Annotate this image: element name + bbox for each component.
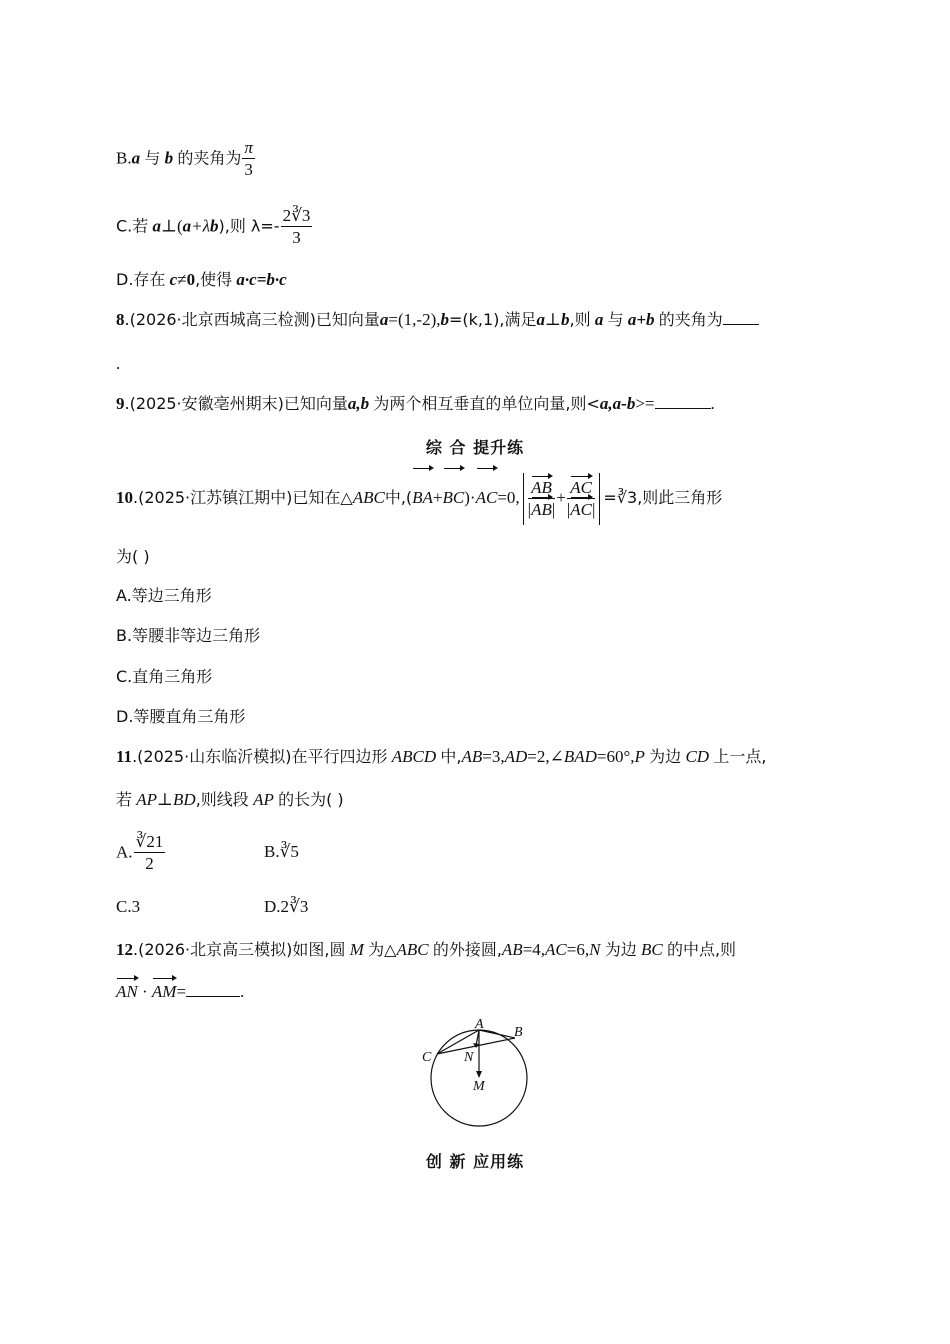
answer-blank [655,407,711,409]
section-heading-comprehensive: 综 合 提升练 [425,438,525,457]
answer-blank [723,323,759,325]
question-12-line2: AN · AM= . [116,980,244,1004]
question-11-line2: 若 AP⊥BD,则线段 AP 的长为( ) [116,790,344,809]
label-b: B [514,1025,523,1040]
vector-am: AM [152,980,177,1004]
vector-ba: BA [412,470,433,526]
answer-blank [186,995,240,997]
question-11: 11.(2025·山东临沂模拟)在平行四边形 ABCD 中,AB=3,AD=2,∠BAD=60°,P 为边 CD 上一点, [116,747,767,766]
q10-option-d: D.等腰直角三角形 [116,707,246,726]
q7-option-c: C.若 a⊥(a+λb),则 λ=- $\frac{2∛3}{3}$ [116,206,311,247]
question-10-line2: 为( ) [116,547,150,566]
circumcircle-figure [415,1010,535,1130]
vector-ac: AC [476,470,498,526]
fraction-2root3-over-3: $\frac{2∛3}{3}$ [282,206,311,247]
vector-bc: BC [443,470,465,526]
label-a: A [475,1017,484,1032]
label-n: N [464,1050,474,1065]
q11-option-b: B.∛5 [264,842,299,861]
fraction-pi-over-3: $\frac{\pi}{3}$ [244,138,253,179]
label-m: M [473,1079,485,1094]
question-10: 10.(2025·江苏镇江期中)已知在△ABC中,(BA+BC)·AC=0, $\frac{AB}{|AB|}$ + $\frac{AC}{|AC|}$ =∛3,则此三角形 [116,470,722,526]
segment-ab [479,1030,515,1038]
q10-option-b: B.等腰非等边三角形 [116,626,261,645]
fraction-root21-over-2: $\frac{∛21}{2}$ [135,832,164,873]
q11-option-a: A. $\frac{∛21}{2}$ [116,832,164,873]
label-c: C [422,1050,432,1065]
q7-option-b: B.a 与 b 的夹角为 $\frac{\pi}{3}$ [116,138,253,179]
fraction-unit-ab: $\frac{AB}{|AB|}$ [527,477,556,519]
vector-an: AN [116,980,138,1004]
abs-bar-right [599,473,600,525]
question-8: 8.(2026·北京西城高三检测)已知向量a=(1,-2),b=(k,1),满足a⊥b,则 a 与 a+b 的夹角为 [116,308,759,332]
q10-option-a: A.等边三角形 [116,586,212,605]
q7-option-d: D.存在 c≠0,使得 a·c=b·c [116,270,287,289]
q10-option-c: C.直角三角形 [116,667,213,686]
q11-option-d: D.2∛3 [264,897,309,916]
question-12: 12.(2026·北京高三模拟)如图,圆 M 为△ABC 的外接圆,AB=4,AC=6,N 为边 BC 的中点,则 [116,940,737,959]
abs-bar-left [523,473,524,525]
question-9: 9.(2025·安徽亳州期末)已知向量a,b 为两个相互垂直的单位向量,则<a,a-b>= . [116,394,715,413]
fraction-unit-ac: $\frac{AC}{|AC|}$ [566,477,596,519]
question-8-end: . [116,354,121,373]
section-heading-innovation: 创 新 应用练 [425,1152,525,1171]
q11-option-c: C.3 [116,897,141,916]
